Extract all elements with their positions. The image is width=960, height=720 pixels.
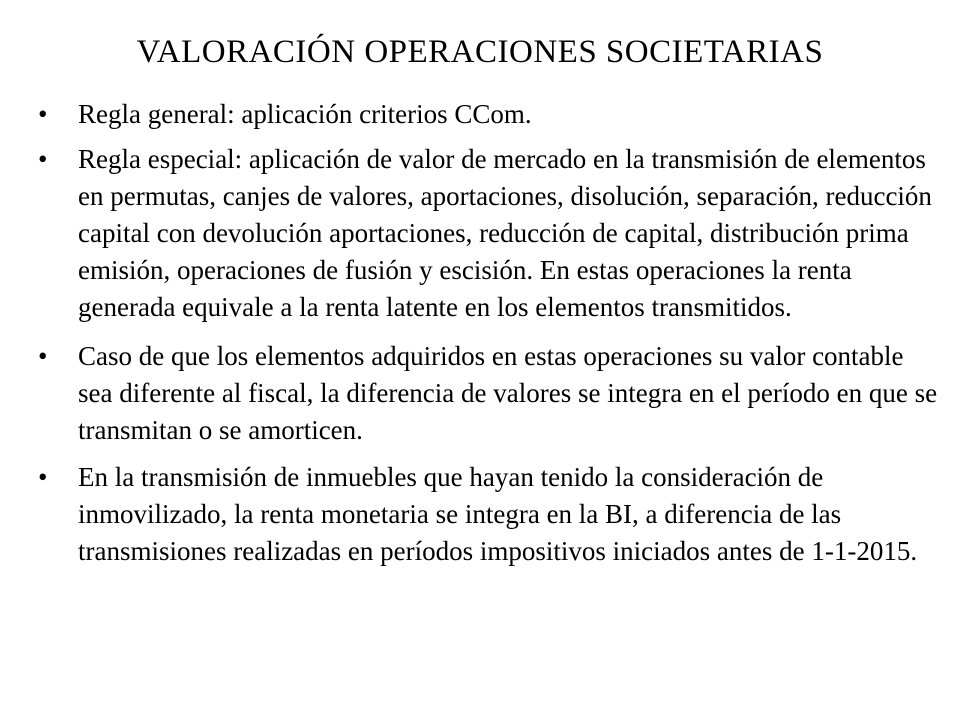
bullet-text: Regla general: aplicación criterios CCom. — [78, 99, 532, 129]
bullet-marker: • — [38, 99, 48, 129]
slide-title: VALORACIÓN OPERACIONES SOCIETARIAS — [136, 34, 824, 70]
bullet-list — [38, 96, 938, 578]
bullet-text: Regla especial: aplicación de valor de mercado en la transmisión de elementos en permutas, canjes de valores, aportaciones, disolución, separación, reducción capital con devolución aportaciones, reducción de capital, distribución prima emisión, operaciones de fusión y escisión. En estas operaciones la renta generada equivale a la renta latente en los elementos transmitidos. — [78, 144, 932, 322]
bullet-text: En la transmisión de inmuebles que hayan tenido la consideración de inmovilizado, la renta monetaria se integra en la BI, a diferencia de las transmisiones realizadas en períodos impositivos iniciados antes de 1-1-2015. — [78, 462, 918, 566]
bullet-item — [38, 459, 938, 570]
bullet-marker: • — [38, 462, 48, 492]
bullet-marker: • — [38, 144, 48, 174]
bullet-text: Caso de que los elementos adquiridos en estas operaciones su valor contable sea diferente al fiscal, la diferencia de valores se integra en el período en que se transmitan o se amorticen. — [78, 341, 938, 445]
bullet-item — [38, 338, 938, 449]
bullet-item — [38, 141, 938, 326]
bullet-item — [38, 96, 938, 133]
bullet-marker: • — [38, 341, 48, 371]
